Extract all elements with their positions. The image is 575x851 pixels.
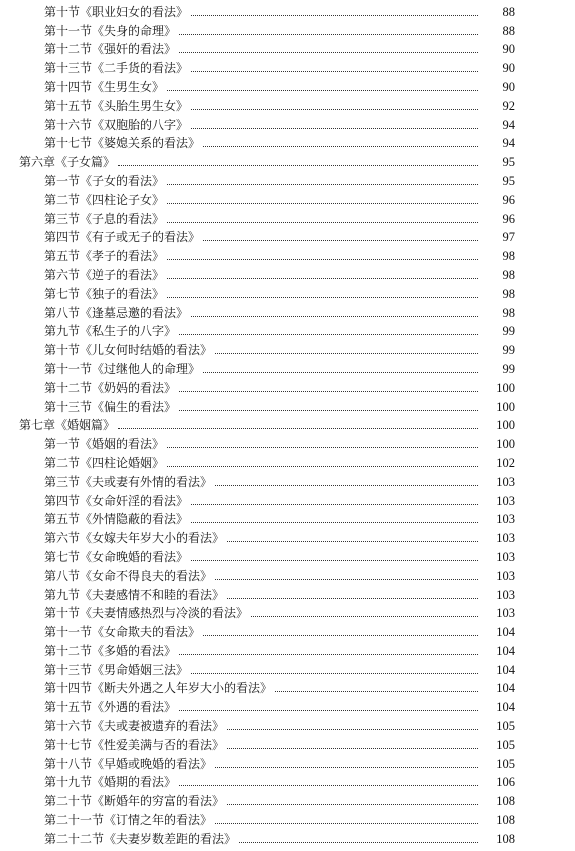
entry-title: 第十三节《偏生的看法》 — [44, 399, 177, 414]
entry-title: 第四节《有子或无子的看法》 — [44, 230, 201, 245]
page-number: 99 — [502, 324, 515, 339]
entry-title: 第十七节《婆媳关系的看法》 — [44, 136, 201, 151]
page-number: 105 — [496, 737, 515, 752]
page-number: 105 — [496, 756, 515, 771]
toc-section-entry — [0, 301, 575, 320]
page-number: 108 — [496, 831, 515, 846]
toc-section-entry — [0, 583, 575, 602]
leader-dots — [203, 372, 478, 373]
page-number: 90 — [502, 61, 515, 76]
page-number: 108 — [496, 813, 515, 828]
leader-dots — [215, 353, 478, 354]
leader-dots — [215, 823, 478, 824]
page-number: 97 — [502, 230, 515, 245]
entry-title: 第十五节《头胎生男生女》 — [44, 98, 189, 113]
leader-dots — [191, 128, 478, 129]
page-number: 90 — [502, 42, 515, 57]
leader-dots — [215, 485, 478, 486]
page-number: 88 — [502, 23, 515, 38]
toc-section-entry — [0, 451, 575, 470]
page-number: 88 — [502, 4, 515, 19]
toc-section-entry — [0, 226, 575, 245]
entry-title: 第十一节《失身的命理》 — [44, 23, 177, 38]
page-number: 103 — [496, 568, 515, 583]
toc-section-entry — [0, 38, 575, 57]
entry-title: 第一节《婚姻的看法》 — [44, 437, 165, 452]
entry-title: 第八节《女命不得良夫的看法》 — [44, 568, 213, 583]
entry-title: 第十三节《男命婚姻三法》 — [44, 662, 189, 677]
page-number: 103 — [496, 587, 515, 602]
leader-dots — [227, 748, 478, 749]
toc-section-entry — [0, 263, 575, 282]
toc-chapter-entry — [0, 150, 575, 169]
entry-title: 第十二节《奶妈的看法》 — [44, 380, 177, 395]
toc-section-entry — [0, 752, 575, 771]
page-number: 100 — [496, 380, 515, 395]
toc-section-entry — [0, 695, 575, 714]
leader-dots — [215, 579, 478, 580]
page-number: 108 — [496, 794, 515, 809]
entry-title: 第九节《夫妻感情不和睦的看法》 — [44, 587, 225, 602]
toc-section-entry — [0, 0, 575, 19]
leader-dots — [203, 240, 478, 241]
entry-title: 第十节《夫妻情感热烈与冷淡的看法》 — [44, 606, 249, 621]
entry-title: 第二十一节《订情之年的看法》 — [44, 813, 213, 828]
toc-section-entry — [0, 639, 575, 658]
toc-section-entry — [0, 113, 575, 132]
entry-title: 第十七节《性爱美满与否的看法》 — [44, 737, 225, 752]
entry-title: 第六节《女嫁夫年岁大小的看法》 — [44, 531, 225, 546]
leader-dots — [191, 109, 478, 110]
entry-title: 第六节《逆子的看法》 — [44, 267, 165, 282]
entry-title: 第十一节《女命欺夫的看法》 — [44, 625, 201, 640]
toc-section-entry — [0, 19, 575, 38]
toc-chapter-entry — [0, 414, 575, 433]
entry-title: 第十节《儿女何时结婚的看法》 — [44, 343, 213, 358]
toc-section-entry — [0, 75, 575, 94]
page-number: 98 — [502, 305, 515, 320]
leader-dots — [179, 785, 478, 786]
entry-title: 第十四节《生男生女》 — [44, 79, 165, 94]
leader-dots — [179, 710, 478, 711]
leader-dots — [179, 654, 478, 655]
page-number: 100 — [496, 418, 515, 433]
leader-dots — [118, 428, 478, 429]
leader-dots — [179, 34, 478, 35]
page-number: 92 — [502, 98, 515, 113]
leader-dots — [179, 410, 478, 411]
entry-title: 第十九节《婚期的看法》 — [44, 775, 177, 790]
leader-dots — [191, 15, 478, 16]
leader-dots — [227, 598, 478, 599]
leader-dots — [167, 447, 478, 448]
toc-section-entry — [0, 658, 575, 677]
toc-section-entry — [0, 188, 575, 207]
entry-title: 第二节《四柱论子女》 — [44, 192, 165, 207]
entry-title: 第十四节《断夫外遇之人年岁大小的看法》 — [44, 681, 273, 696]
entry-title: 第七节《独子的看法》 — [44, 286, 165, 301]
toc-section-entry — [0, 827, 575, 846]
page-number: 104 — [496, 662, 515, 677]
page-number: 103 — [496, 606, 515, 621]
entry-title: 第五节《孝子的看法》 — [44, 249, 165, 264]
entry-title: 第十六节《夫或妻被遗弃的看法》 — [44, 719, 225, 734]
leader-dots — [191, 71, 478, 72]
leader-dots — [251, 616, 478, 617]
page-number: 90 — [502, 79, 515, 94]
entry-title: 第十三节《二手货的看法》 — [44, 61, 189, 76]
page-number: 104 — [496, 643, 515, 658]
leader-dots — [191, 504, 478, 505]
entry-title: 第五节《外情隐蔽的看法》 — [44, 512, 189, 527]
page-number: 103 — [496, 493, 515, 508]
toc-section-entry — [0, 602, 575, 621]
leader-dots — [179, 334, 478, 335]
toc-section-entry — [0, 789, 575, 808]
leader-dots — [239, 842, 478, 843]
page-number: 94 — [502, 136, 515, 151]
toc-section-entry — [0, 677, 575, 696]
page-number: 104 — [496, 681, 515, 696]
toc-section-entry — [0, 395, 575, 414]
leader-dots — [167, 278, 478, 279]
leader-dots — [215, 767, 478, 768]
leader-dots — [118, 165, 478, 166]
page-number: 96 — [502, 211, 515, 226]
leader-dots — [191, 673, 478, 674]
toc-section-entry — [0, 714, 575, 733]
toc-section-entry — [0, 376, 575, 395]
page-number: 103 — [496, 549, 515, 564]
toc-section-entry — [0, 508, 575, 527]
toc-section-entry — [0, 282, 575, 301]
page-number: 100 — [496, 399, 515, 414]
entry-title: 第二十节《断婚年的穷富的看法》 — [44, 794, 225, 809]
leader-dots — [191, 560, 478, 561]
page-number: 100 — [496, 437, 515, 452]
leader-dots — [167, 466, 478, 467]
page-number: 98 — [502, 267, 515, 282]
toc-section-entry — [0, 489, 575, 508]
leader-dots — [167, 222, 478, 223]
entry-title: 第九节《私生子的八字》 — [44, 324, 177, 339]
entry-title: 第十六节《双胞胎的八字》 — [44, 117, 189, 132]
leader-dots — [167, 259, 478, 260]
page-number: 95 — [502, 155, 515, 170]
toc-section-entry — [0, 94, 575, 113]
leader-dots — [203, 146, 478, 147]
toc-section-entry — [0, 470, 575, 489]
leader-dots — [203, 635, 478, 636]
toc-section-entry — [0, 357, 575, 376]
leader-dots — [167, 184, 478, 185]
page-number: 103 — [496, 531, 515, 546]
leader-dots — [167, 297, 478, 298]
toc-section-entry — [0, 733, 575, 752]
leader-dots — [227, 729, 478, 730]
entry-title: 第十二节《强奸的看法》 — [44, 42, 177, 57]
toc-section-entry — [0, 169, 575, 188]
page-number: 106 — [496, 775, 515, 790]
page-number: 99 — [502, 361, 515, 376]
toc-section-entry — [0, 771, 575, 790]
toc-section-entry — [0, 620, 575, 639]
page-number: 99 — [502, 343, 515, 358]
leader-dots — [167, 90, 478, 91]
entry-title: 第十二节《多婚的看法》 — [44, 643, 177, 658]
page-number: 104 — [496, 625, 515, 640]
toc-section-entry — [0, 320, 575, 339]
leader-dots — [167, 203, 478, 204]
page-number: 102 — [496, 455, 515, 470]
entry-title: 第十节《职业妇女的看法》 — [44, 4, 189, 19]
toc-section-entry — [0, 56, 575, 75]
entry-title: 第十五节《外遇的看法》 — [44, 700, 177, 715]
leader-dots — [179, 52, 478, 53]
entry-title: 第二十二节《夫妻岁数差距的看法》 — [44, 831, 237, 846]
leader-dots — [191, 316, 478, 317]
entry-title: 第十一节《过继他人的命理》 — [44, 361, 201, 376]
toc-section-entry — [0, 564, 575, 583]
page-number: 95 — [502, 173, 515, 188]
toc-section-entry — [0, 338, 575, 357]
entry-title: 第六章《子女篇》 — [19, 155, 116, 170]
toc-section-entry — [0, 244, 575, 263]
leader-dots — [179, 391, 478, 392]
page-number: 103 — [496, 512, 515, 527]
toc-section-entry — [0, 545, 575, 564]
page-number: 104 — [496, 700, 515, 715]
entry-title: 第一节《子女的看法》 — [44, 173, 165, 188]
toc-section-entry — [0, 808, 575, 827]
entry-title: 第七章《婚姻篇》 — [19, 418, 116, 433]
leader-dots — [227, 804, 478, 805]
entry-title: 第三节《夫或妻有外情的看法》 — [44, 474, 213, 489]
page-number: 96 — [502, 192, 515, 207]
page-number: 98 — [502, 286, 515, 301]
entry-title: 第八节《逢墓忌邀的看法》 — [44, 305, 189, 320]
entry-title: 第七节《女命晚婚的看法》 — [44, 549, 189, 564]
toc-section-entry — [0, 132, 575, 151]
entry-title: 第二节《四柱论婚姻》 — [44, 455, 165, 470]
entry-title: 第十八节《早婚或晚婚的看法》 — [44, 756, 213, 771]
entry-title: 第三节《子息的看法》 — [44, 211, 165, 226]
toc-section-entry — [0, 526, 575, 545]
leader-dots — [191, 522, 478, 523]
page-number: 105 — [496, 719, 515, 734]
toc-section-entry — [0, 207, 575, 226]
page-number: 94 — [502, 117, 515, 132]
page-number: 103 — [496, 474, 515, 489]
entry-title: 第四节《女命奸淫的看法》 — [44, 493, 189, 508]
page-number: 98 — [502, 249, 515, 264]
leader-dots — [275, 691, 478, 692]
toc-section-entry — [0, 432, 575, 451]
leader-dots — [227, 541, 478, 542]
